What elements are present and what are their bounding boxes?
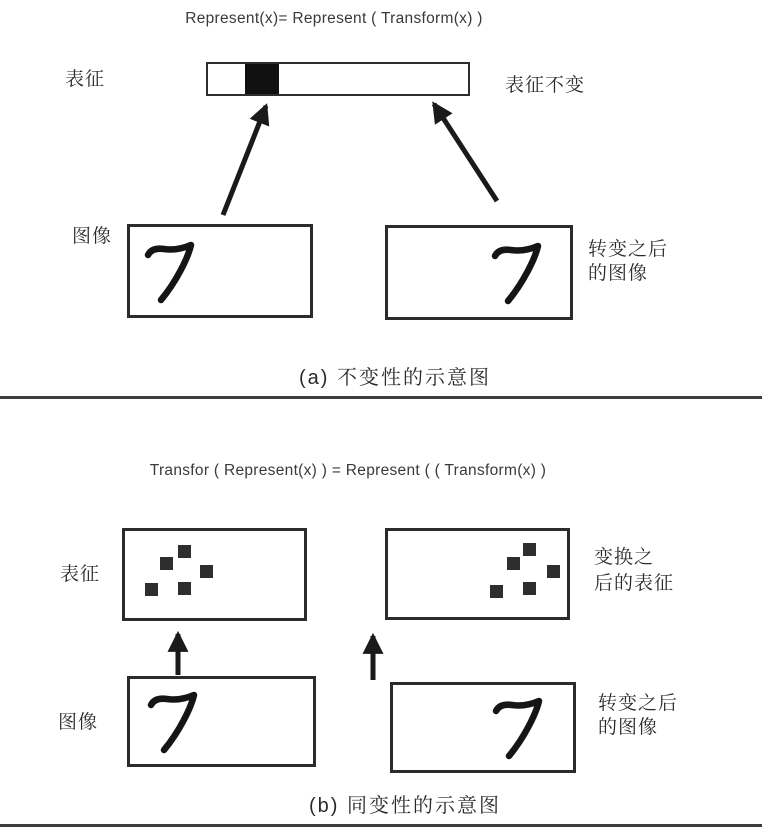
caption-invariance: (a) 不变性的示意图 <box>299 367 491 389</box>
section-divider <box>0 396 762 399</box>
representation-box-original <box>122 528 307 621</box>
arrow-image-to-bar-left <box>223 106 266 215</box>
digit-seven-glyph <box>491 239 543 305</box>
digit-seven-glyph <box>144 238 196 304</box>
feature-square <box>523 543 536 556</box>
formula-equivariance: Transfor ( Represent(x) ) = Represent ( ( Transform(x) ) <box>149 462 547 479</box>
feature-square <box>507 557 520 570</box>
label-representation-unchanged: 表征不变 <box>505 75 586 96</box>
bottom-divider <box>0 824 762 827</box>
label-image-a: 图像 <box>72 226 113 247</box>
label-line: 转变之后 <box>588 239 669 260</box>
feature-square <box>178 582 191 595</box>
feature-square <box>490 585 503 598</box>
digit-seven-glyph <box>147 688 199 754</box>
digit-seven-glyph <box>492 694 544 760</box>
image-box-original-a <box>127 224 313 318</box>
image-box-transformed-a <box>385 225 573 320</box>
label-line: 变换之 <box>594 547 655 568</box>
feature-square <box>547 565 560 578</box>
label-representation-a: 表征 <box>65 69 106 90</box>
label-transformed-image-b <box>598 692 678 740</box>
feature-square <box>145 583 158 596</box>
feature-square <box>200 565 213 578</box>
representation-box-transformed <box>385 528 570 620</box>
feature-square <box>160 557 173 570</box>
feature-square <box>523 582 536 595</box>
formula-invariance: Represent(x)= Represent ( Transform(x) ) <box>185 10 483 27</box>
image-box-transformed-b <box>390 682 576 773</box>
feature-square <box>178 545 191 558</box>
label-line: 的图像 <box>598 717 659 738</box>
label-line: 后的表征 <box>594 573 675 594</box>
arrow-image-to-bar-right <box>434 104 497 201</box>
label-line: 转变之后 <box>598 693 679 714</box>
image-box-original-b <box>127 676 316 767</box>
representation-bar-active-segment <box>245 64 279 94</box>
representation-bar <box>206 62 470 96</box>
label-representation-b: 表征 <box>60 564 101 585</box>
label-transformed-representation <box>594 545 674 597</box>
label-transformed-image-a <box>588 238 668 286</box>
label-line: 的图像 <box>588 263 649 284</box>
label-image-b: 图像 <box>58 712 99 733</box>
caption-equivariance: (b) 同变性的示意图 <box>309 795 501 817</box>
